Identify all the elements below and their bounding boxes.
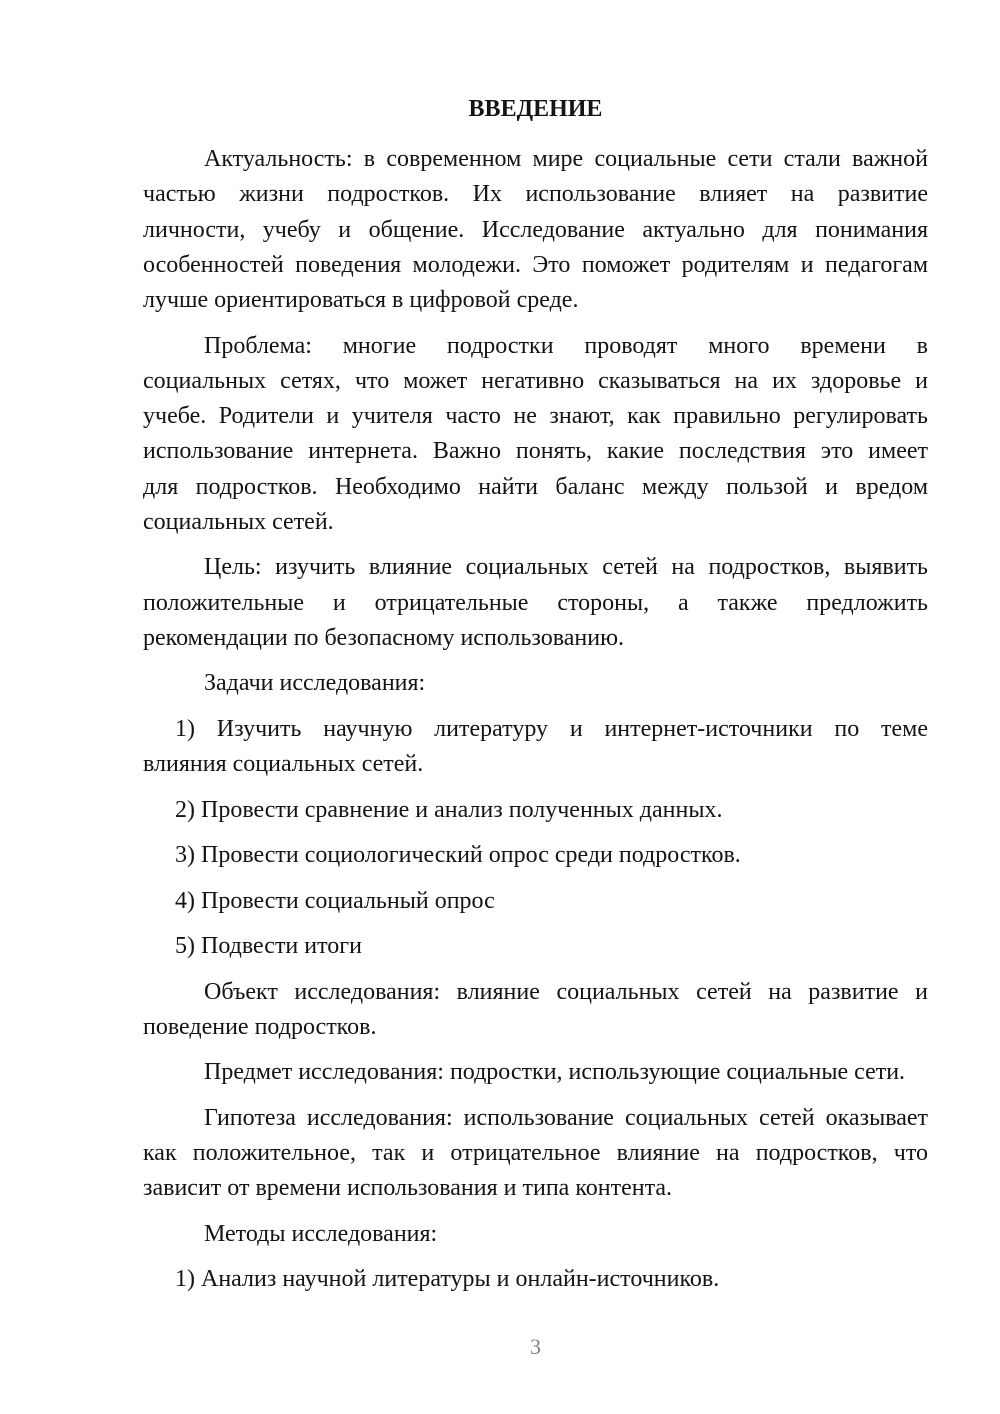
tasks-heading xyxy=(143,666,928,701)
text-line: 1) Изучить научную литературу и интернет-источники по теме xyxy=(175,715,928,742)
page-content xyxy=(143,92,928,1298)
text-line: положительные и отрицательные стороны, а также предложить xyxy=(143,589,928,616)
relevance-paragraph xyxy=(143,142,928,318)
text-line: Проблема: многие подростки проводят много времени в xyxy=(204,332,928,359)
task-item-5 xyxy=(143,929,928,964)
text-line: социальных сетях, что может негативно сказываться на их здоровье и xyxy=(143,367,928,394)
text-line: для подростков. Необходимо найти баланс между пользой и вредом xyxy=(143,473,928,500)
task-item-2 xyxy=(143,793,928,828)
goal-paragraph xyxy=(143,550,928,656)
text-line: поведение подростков. xyxy=(143,1013,377,1040)
text-line: Методы исследования: xyxy=(204,1220,438,1247)
text-line: Задачи исследования: xyxy=(204,670,426,697)
text-line: зависит от времени использования и типа контента. xyxy=(143,1175,673,1202)
problem-paragraph xyxy=(143,329,928,541)
text-line: влияния социальных сетей. xyxy=(143,751,424,777)
text-line: 5) Подвести итоги xyxy=(175,933,362,959)
text-line: личности, учебу и общение. Исследование актуально для понимания xyxy=(143,216,928,243)
text-line: 4) Провести социальный опрос xyxy=(175,887,495,914)
text-line: Цель: изучить влияние социальных сетей на подростков, выявить xyxy=(204,554,928,581)
task-item-1 xyxy=(143,712,928,783)
text-line: 1) Анализ научной литературы и онлайн-источников. xyxy=(175,1266,720,1293)
text-line: социальных сетей. xyxy=(143,508,334,535)
text-line: 2) Провести сравнение и анализ полученных данных. xyxy=(175,796,723,823)
text-line: Гипотеза исследования: использование социальных сетей оказывает xyxy=(204,1104,928,1131)
text-line: Актуальность: в современном мире социальные сети стали важной xyxy=(204,146,928,172)
subject-paragraph xyxy=(143,1055,928,1090)
methods-heading xyxy=(143,1217,928,1252)
text-line: особенностей поведения молодежи. Это поможет родителям и педагогам xyxy=(143,251,928,278)
task-item-4 xyxy=(143,884,928,919)
text-line: 3) Провести социологический опрос среди подростков. xyxy=(175,842,741,868)
text-line: учебе. Родители и учителя часто не знают, как правильно регулировать xyxy=(143,403,928,429)
method-item-1 xyxy=(143,1262,928,1297)
text-line: использование интернета. Важно понять, какие последствия это имеет xyxy=(143,438,928,465)
text-line: рекомендации по безопасному использованию. xyxy=(143,624,625,651)
task-item-3 xyxy=(143,838,928,873)
section-title: ВВЕДЕНИЕ xyxy=(468,96,603,122)
text-line: Объект исследования: влияние социальных сетей на развитие и xyxy=(204,978,928,1005)
object-paragraph xyxy=(143,975,928,1046)
hypothesis-paragraph xyxy=(143,1101,928,1207)
text-line: Предмет исследования: подростки, использующие социальные сети. xyxy=(204,1059,906,1086)
text-line: частью жизни подростков. Их использование влияет на развитие xyxy=(143,181,928,208)
page-number: 3 xyxy=(530,1334,541,1359)
text-line: лучше ориентироваться в цифровой среде. xyxy=(143,287,579,313)
text-line: как положительное, так и отрицательное влияние на подростков, что xyxy=(143,1140,928,1166)
